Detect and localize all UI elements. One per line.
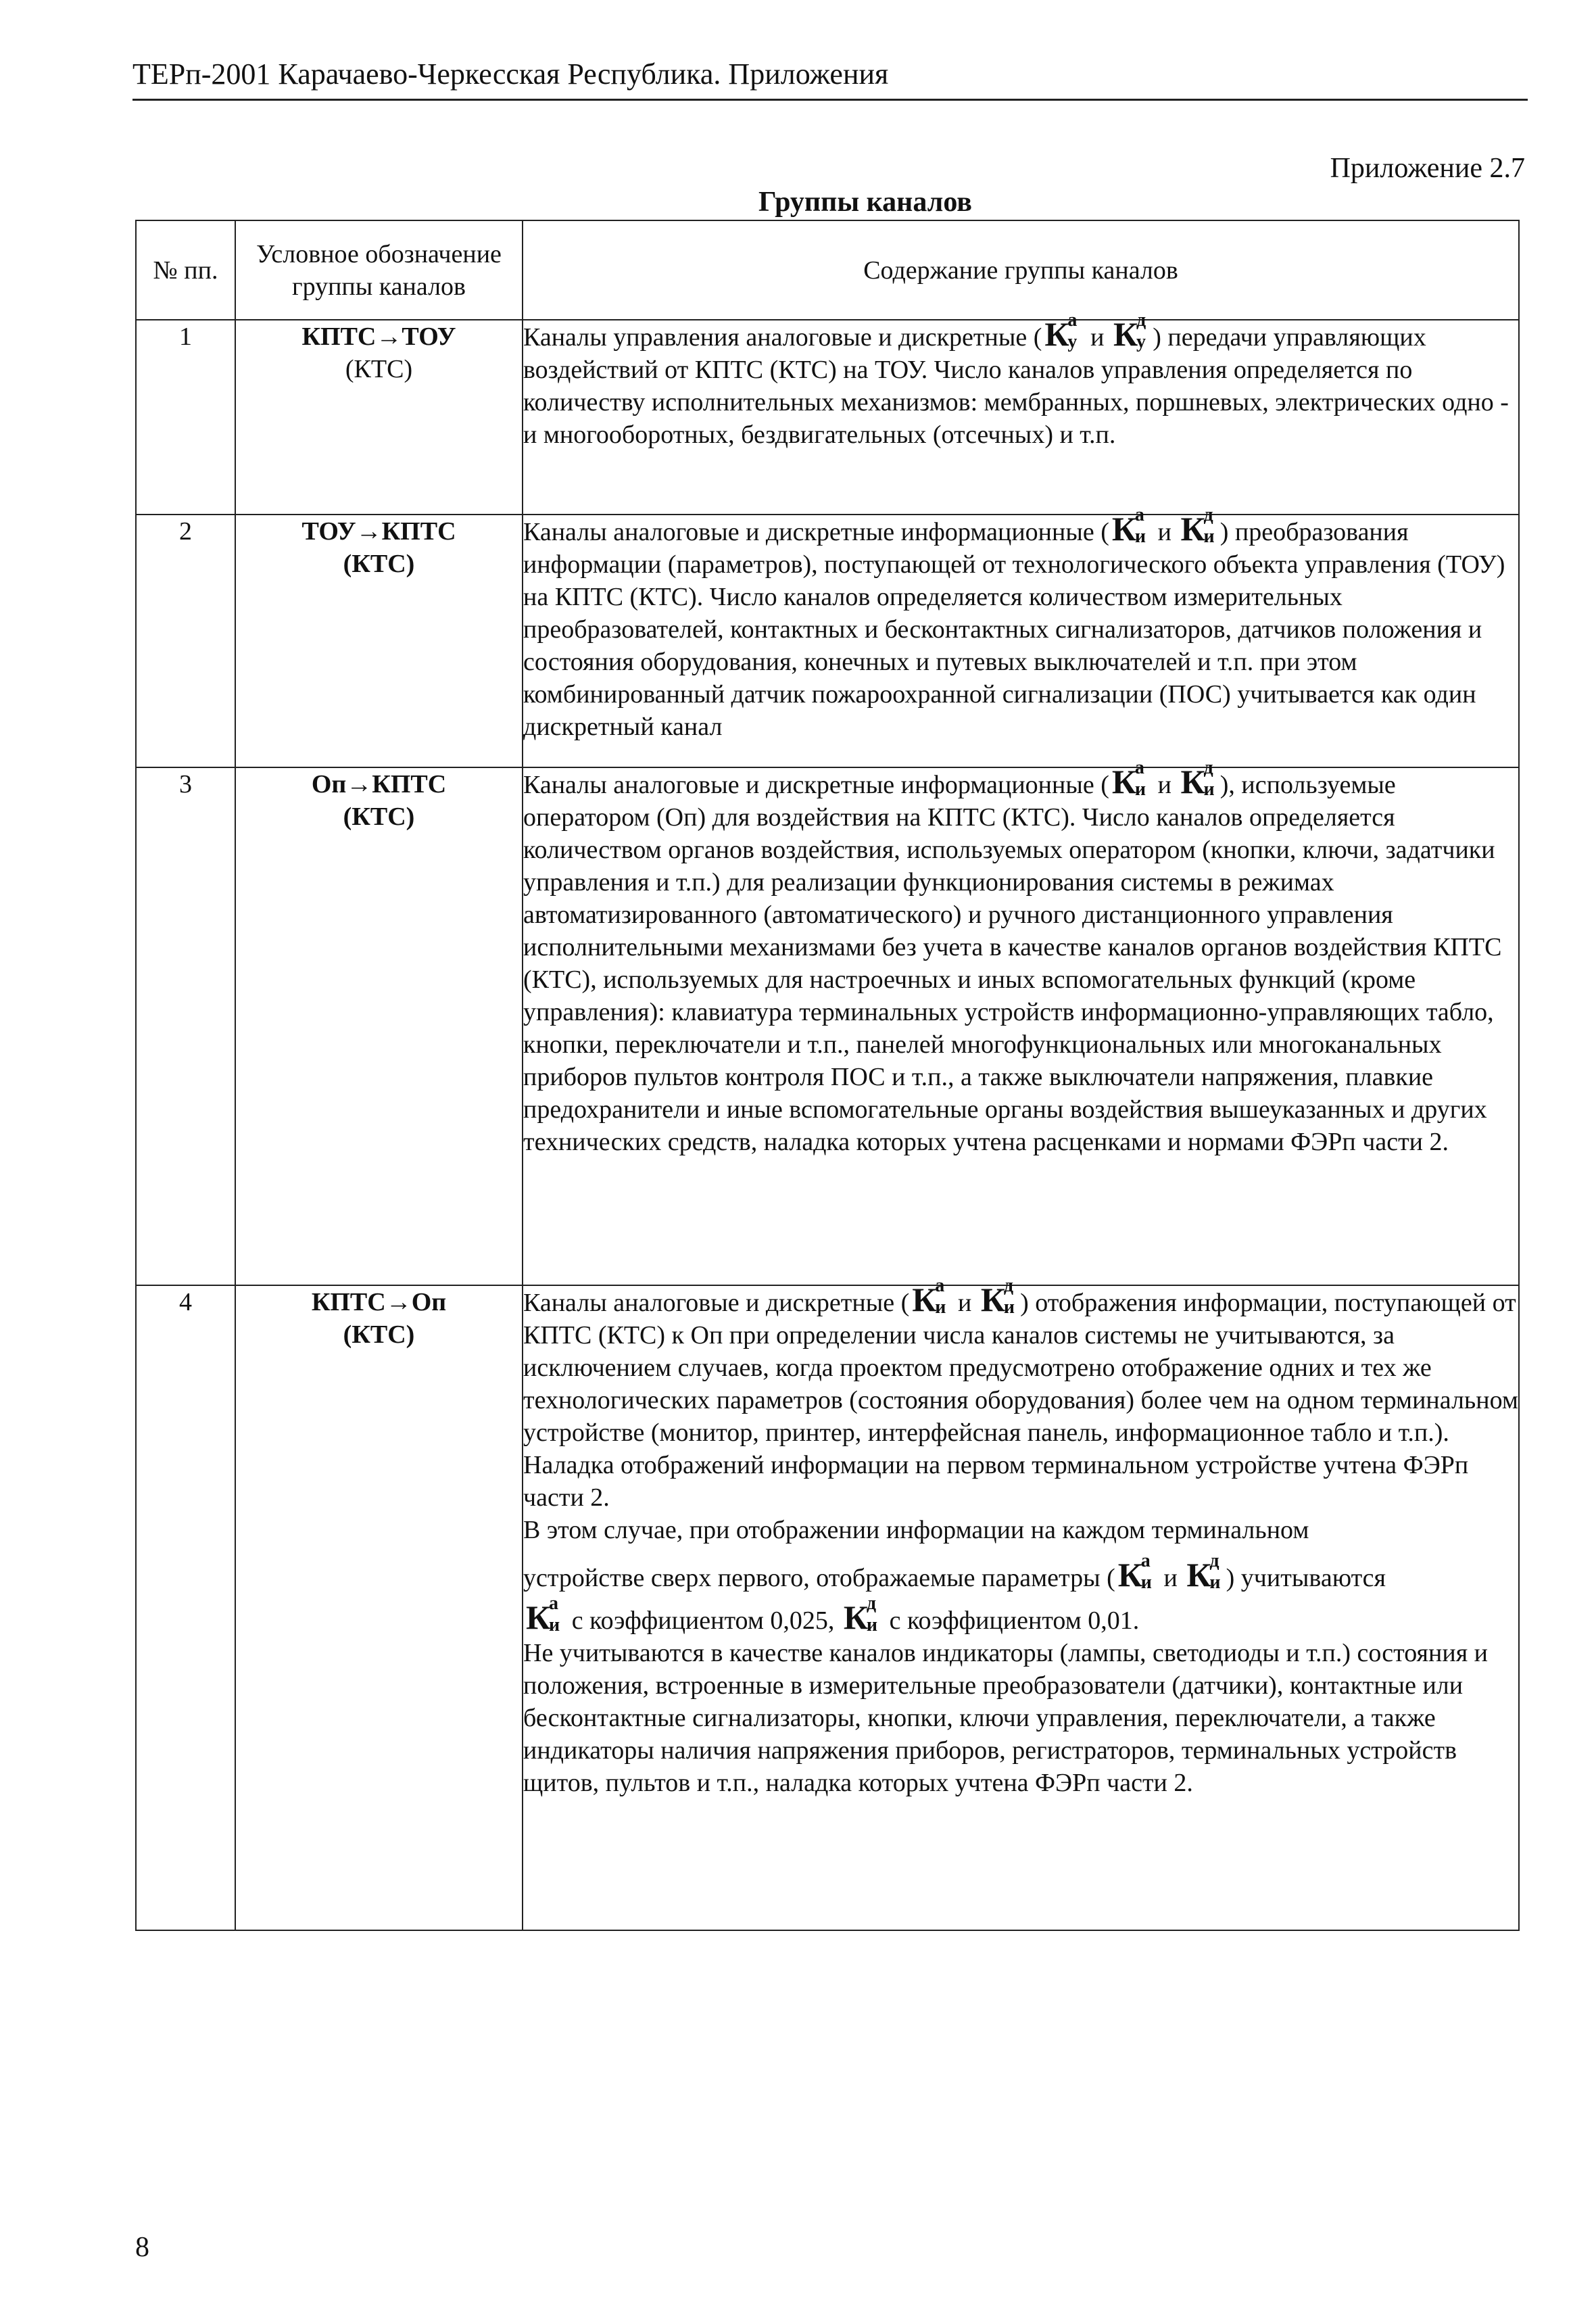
running-header: ТЕРп-2001 Карачаево-Черкесская Республика. Приложения: [132, 57, 889, 91]
symbol-k-i-d: К д и: [980, 1275, 1015, 1318]
symbol-k-i-a: К а и: [1111, 504, 1146, 548]
table-row: [136, 515, 1519, 767]
content-text: с коэффициентом 0,025,: [565, 1606, 841, 1635]
group-code-cell: [235, 320, 523, 515]
page-number: 8: [135, 2232, 149, 2263]
group-content: [523, 504, 1519, 767]
symbol-k-i-d: К д и: [1186, 1550, 1221, 1594]
row-number: 2: [136, 515, 235, 767]
header-rule: [132, 99, 1528, 101]
symbol-k-i-a: К а и: [1111, 757, 1146, 801]
content-text: устройстве сверх первого, отображаемые параметры (: [523, 1564, 1115, 1592]
group-code: КПТС→Оп: [311, 1288, 447, 1316]
column-header-code: Условное обозначение группы каналов: [235, 220, 523, 320]
symbol-k-u-a: К а у: [1044, 310, 1078, 353]
content-text: ) преобразования информации (параметров), поступающей от технологического объекта управления (ТОУ) на КПТС (КТС). Число каналов определяется количеством измерительных преобразователей, контактных и бесконтактных сигнализаторов, датчиков положения и состояния оборудования, конечных и путевых выключателей и т.п. при этом комбинированный датчик пожароохранной сигнализации (ПОС) учитывается как один дискретный канал: [523, 518, 1505, 741]
content-text: ) передачи управляющих воздействий от КПТС (КТС) на ТОУ. Число каналов управления определяется по количеству исполнительных механизмов: мембранных, поршневых, электрических одно - и многооборотных, бездвигательных (отсечных) и т.п.: [523, 323, 1509, 449]
group-code: КПТС→ТОУ: [301, 323, 456, 351]
group-code-sub: (КТС): [343, 1320, 415, 1349]
table-row: [136, 1285, 1519, 1930]
group-code-cell: [235, 1285, 523, 1930]
content-text: и: [1157, 1564, 1184, 1592]
group-code-sub: (КТС): [343, 803, 415, 831]
group-content: [523, 310, 1519, 515]
row-number: 1: [136, 320, 235, 515]
content-paragraph: В этом случае, при отображении информации на каждом терминальном: [523, 1516, 1309, 1544]
group-content: [523, 1275, 1519, 1930]
table-header-row: [136, 220, 1519, 320]
content-text: ), используемые оператором (Оп) для воздействия на КПТС (КТС). Число каналов определяется количеством органов воздействия, используемых оператором (кнопки, ключи, задатчики управления и т.п.) для реализации функционирования системы в режимах автоматизированного (автоматического) и ручного дистанционного управления исполнительными механизмами без учета в качестве каналов органов воздействия КПТС (КТС), используемых для настроечных и иных вспомогательных функций (кроме управления): клавиатура терминальных устройств информационно-управляющих табло, кнопки, переключатели и т.п., панелей многофункциональных или многоканальных приборов пультов контроля ПОС и т.п., а также выключатели напряжения, плавкие предохранители и иные вспомогательные органы воздействия вышеуказанных и других технических средств, наладка которых учтена расценками и нормами ФЭРп части 2.: [523, 771, 1502, 1156]
table-row: [136, 767, 1519, 1285]
content-text: ) отображения информации, поступающей от КПТС (КТС) к Оп при определении числа каналов системы не учитываются, за исключением случаев, когда проектом предусмотрено отображение одних и тех же технологических параметров (состояния оборудования) более чем на одном терминальном устройстве (монитор, принтер, интерфейсная панель, информационное табло и т.п.). Наладка отображений информации на первом терминальном устройстве учтена ФЭРп части 2.: [523, 1289, 1518, 1512]
row-number: 4: [136, 1285, 235, 1930]
content-text: и: [1151, 518, 1178, 546]
content-paragraph: Не учитываются в качестве каналов индикаторы (лампы, светодиоды и т.п.) состояния и положения, встроенные в измерительные преобразователи (датчики), контактные или бесконтактные сигнализаторы, кнопки, ключи управления, переключатели, а также индикаторы наличия напряжения приборов, регистраторов, терминальных устройств щитов, пультов и т.п., наладка которых учтена ФЭРп части 2.: [523, 1639, 1489, 1797]
group-content: [523, 757, 1519, 1285]
table-title: Группы каналов: [758, 187, 972, 218]
symbol-k-i-d: К д и: [1180, 757, 1215, 801]
content-text: и: [1084, 323, 1111, 352]
symbol-k-i-a: К а и: [1117, 1550, 1152, 1594]
symbol-k-i-a: К а и: [912, 1275, 946, 1318]
symbol-k-i-d: К д и: [843, 1593, 878, 1636]
content-paragraph: [523, 1593, 1518, 1637]
content-text: Каналы аналоговые и дискретные информационные (: [523, 771, 1109, 799]
group-code: Оп→КПТС: [311, 770, 447, 798]
content-paragraph: [523, 1550, 1518, 1594]
group-code: ТОУ→КПТС: [301, 517, 456, 546]
symbol-k-i-d: К д и: [1180, 504, 1215, 548]
content-text: и: [1151, 771, 1178, 799]
group-code-sub: (КТС): [345, 355, 413, 383]
content-text: и: [951, 1289, 978, 1317]
content-text: ) учитываются: [1226, 1564, 1386, 1592]
content-text: Каналы аналоговые и дискретные (: [523, 1289, 910, 1317]
appendix-label: Приложение 2.7: [1330, 153, 1525, 184]
channel-groups-table: [135, 220, 1520, 1931]
group-code-cell: [235, 515, 523, 767]
group-code-cell: [235, 767, 523, 1285]
content-text: Каналы управления аналоговые и дискретные (: [523, 323, 1042, 352]
content-text: Каналы аналоговые и дискретные информационные (: [523, 518, 1109, 546]
content-paragraph: [523, 1275, 1518, 1514]
group-code-sub: (КТС): [343, 550, 415, 578]
column-header-content: Содержание группы каналов: [523, 220, 1519, 320]
row-number: 3: [136, 767, 235, 1285]
table-row: [136, 320, 1519, 515]
content-text: с коэффициентом 0,01.: [883, 1606, 1140, 1635]
symbol-k-u-d: К д у: [1113, 310, 1146, 353]
symbol-k-i-a: К а и: [526, 1593, 560, 1636]
column-header-num: № пп.: [136, 220, 235, 320]
